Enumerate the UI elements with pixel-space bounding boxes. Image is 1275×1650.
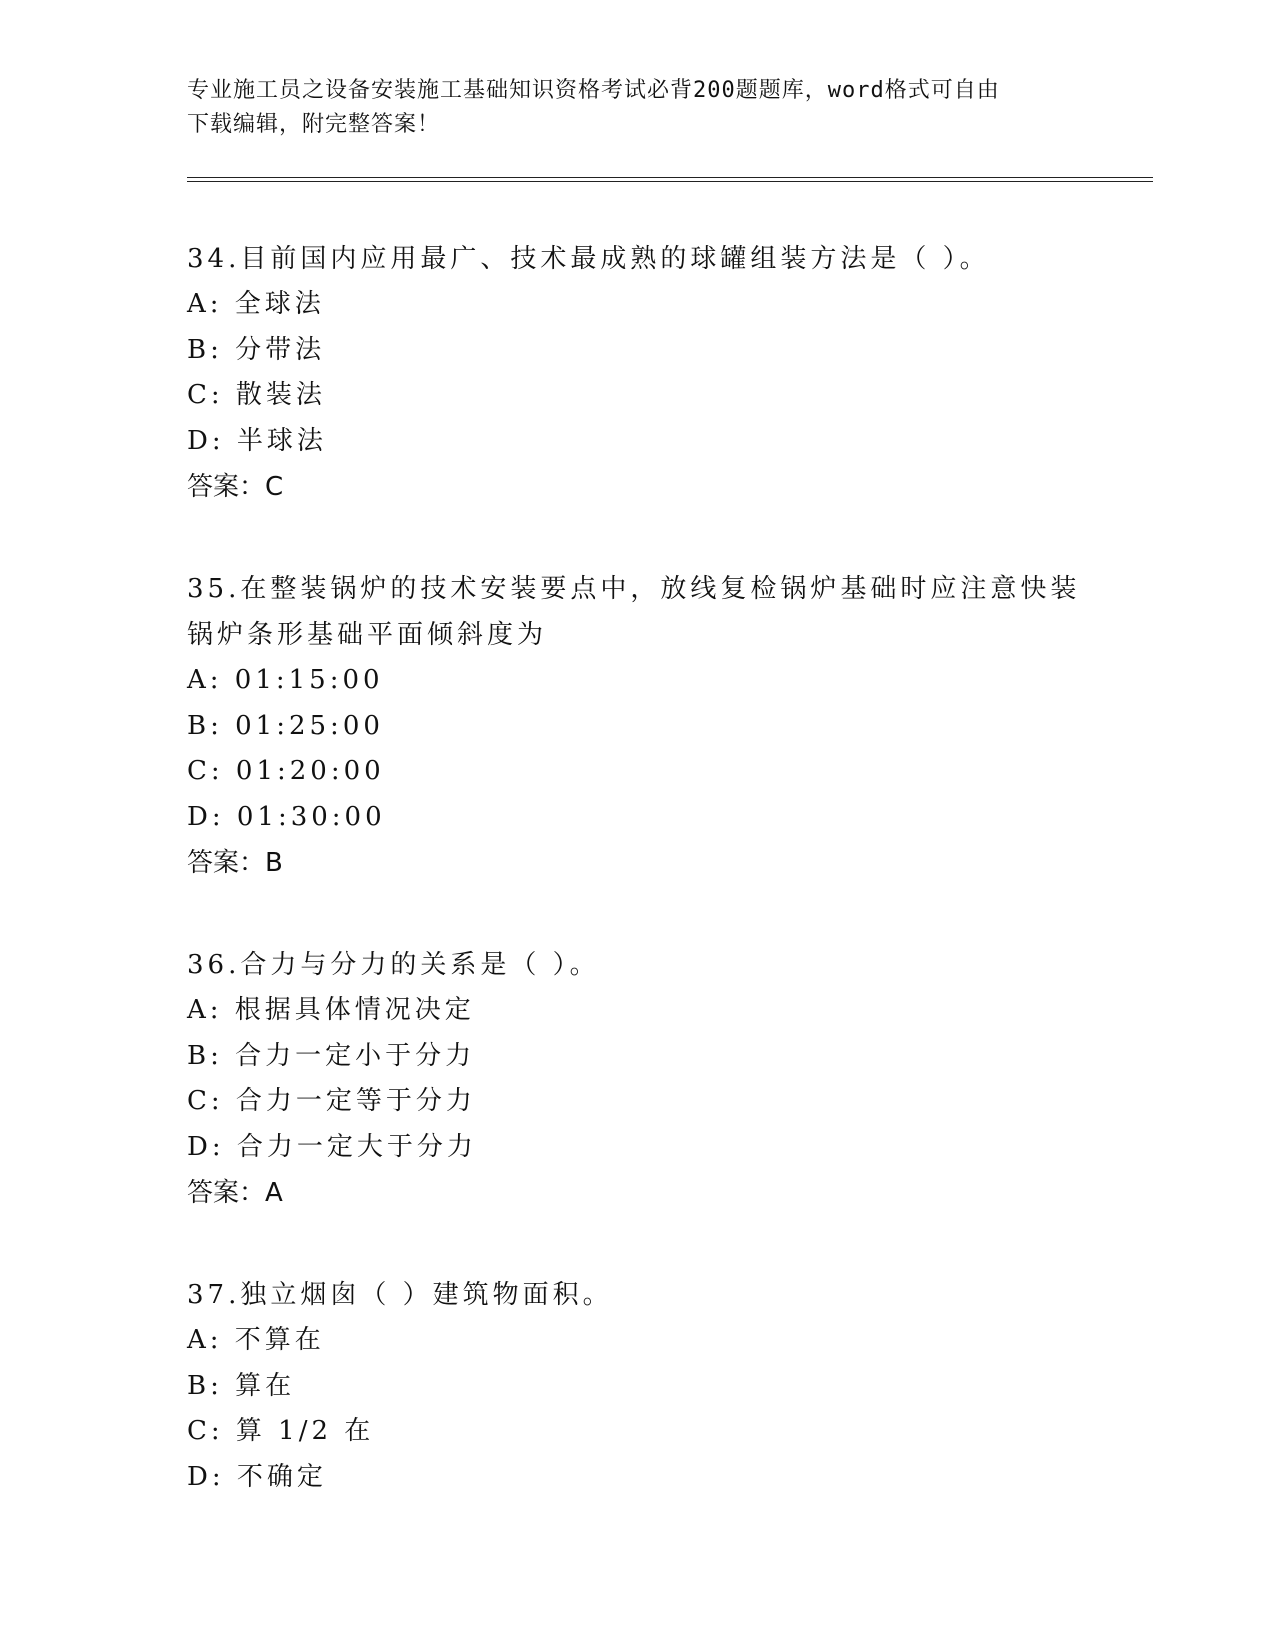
option-a: A: 全球法 [187, 289, 325, 319]
option-d: D: 01:30:00 [187, 801, 386, 832]
question-stem: 37.独立烟囱（ ）建筑物面积。 [187, 1280, 613, 1310]
option-d: D: 半球法 [187, 425, 327, 456]
option-c: C: 合力一定等于分力 [187, 1086, 476, 1116]
option-a: A: 根据具体情况决定 [187, 995, 475, 1025]
option-d: D: 不确定 [187, 1461, 327, 1492]
header-line-2: 下载编辑，附完整答案！ [187, 112, 441, 137]
document-header [187, 74, 1087, 142]
option-a: A: 01:15:00 [187, 665, 384, 695]
option-c: C: 01:20:00 [187, 756, 385, 786]
answer-line: 答案：B [187, 848, 283, 878]
option-a: A: 不算在 [187, 1325, 325, 1355]
question-stem: 36.合力与分力的关系是（ ）。 [187, 950, 600, 980]
option-c: C: 算 1/2 在 [187, 1416, 375, 1446]
option-b: B: 分带法 [187, 334, 326, 365]
question-35 [187, 566, 1087, 886]
question-37 [187, 1272, 1087, 1500]
option-b: B: 合力一定小于分力 [187, 1040, 476, 1071]
question-stem: 34.目前国内应用最广、技术最成熟的球罐组装方法是（ ）。 [187, 244, 990, 274]
question-list [187, 236, 1087, 1556]
header-line-1: 专业施工员之设备安装施工基础知识资格考试必背200题题库，word格式可自由 [187, 78, 1000, 103]
question-36 [187, 942, 1087, 1216]
header-divider [187, 177, 1153, 182]
question-stem: 35.在整装锅炉的技术安装要点中，放线复检锅炉基础时应注意快装锅炉条形基础平面倾斜度为 [187, 574, 1081, 650]
answer-line: 答案：A [187, 1178, 283, 1208]
option-c: C: 散装法 [187, 380, 326, 410]
option-b: B: 01:25:00 [187, 710, 384, 741]
option-d: D: 合力一定大于分力 [187, 1131, 477, 1162]
answer-line: 答案：C [187, 472, 284, 502]
option-b: B: 算在 [187, 1370, 296, 1401]
question-34 [187, 236, 1087, 510]
